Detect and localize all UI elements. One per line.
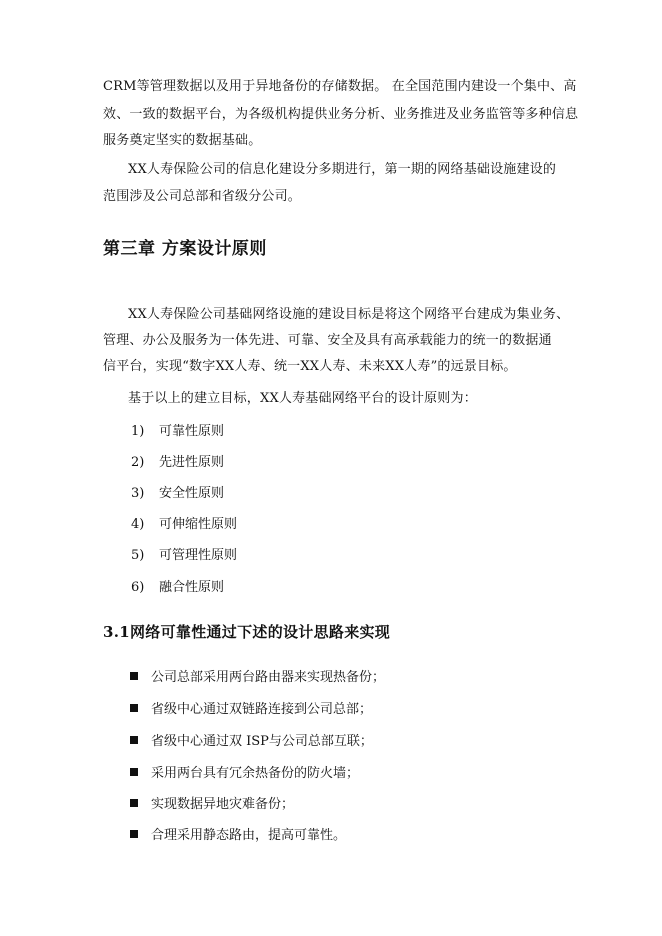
intro-line-1: CRM等管理数据以及用于异地备份的存储数据。 在全国范围内建设一个集中、高 bbox=[103, 79, 577, 94]
principle-label: 融合性原则 bbox=[159, 580, 225, 595]
intro-para2-line-1: XX人寿保险公司的信息化建设分多期进行，第一期的网络基础设施建设的 bbox=[128, 162, 557, 177]
bullet-text: 合理采用静态路由，提高可靠性。 bbox=[151, 828, 347, 843]
bullet-item bbox=[130, 797, 294, 813]
principle-item bbox=[131, 517, 237, 533]
principle-number: 5) bbox=[131, 548, 145, 563]
bullet-item bbox=[130, 766, 359, 782]
intro-line-3: 服务奠定坚实的数据基础。 bbox=[103, 133, 262, 148]
intro-line-2: 效、一致的数据平台，为各级机构提供业务分析、业务推进及业务监管等多种信息 bbox=[103, 107, 579, 122]
square-bullet-icon bbox=[130, 704, 138, 712]
principle-item bbox=[131, 424, 224, 440]
square-bullet-icon bbox=[130, 830, 138, 838]
square-bullet-icon bbox=[130, 799, 138, 807]
chapter-para1-line-1: XX人寿保险公司基础网络设施的建设目标是将这个网络平台建成为集业务、 bbox=[128, 307, 570, 322]
principle-number: 3) bbox=[131, 486, 145, 501]
square-bullet-icon bbox=[130, 672, 138, 680]
bullet-text: 公司总部采用两台路由器来实现热备份； bbox=[151, 670, 386, 685]
principle-number: 6) bbox=[131, 580, 145, 595]
principle-label: 安全性原则 bbox=[159, 486, 225, 501]
bullet-text: 采用两台具有冗余热备份的防火墙； bbox=[151, 766, 360, 781]
bullet-item bbox=[130, 828, 346, 844]
principle-number: 2) bbox=[131, 455, 145, 470]
section-title: 3.1网络可靠性通过下述的设计思路来实现 bbox=[103, 623, 391, 641]
principle-item bbox=[131, 580, 224, 596]
square-bullet-icon bbox=[130, 768, 138, 776]
principle-label: 可伸缩性原则 bbox=[159, 517, 238, 532]
principle-number: 1) bbox=[131, 424, 145, 439]
chapter-para1-line-2: 管理、办公及服务为一体先进、可靠、安全及具有高承载能力的统一的数据通 bbox=[103, 333, 552, 348]
bullet-item bbox=[130, 670, 385, 686]
principle-label: 可靠性原则 bbox=[159, 424, 225, 439]
chapter-para2: 基于以上的建立目标，XX人寿基础网络平台的设计原则为： bbox=[128, 391, 477, 406]
principle-number: 4) bbox=[131, 517, 145, 532]
bullet-item bbox=[130, 734, 373, 750]
bullet-text: 实现数据异地灾难备份； bbox=[151, 797, 295, 812]
bullet-text: 省级中心通过双 ISP与公司总部互联； bbox=[151, 734, 373, 749]
principle-item bbox=[131, 486, 224, 502]
principle-item bbox=[131, 548, 237, 564]
bullet-text: 省级中心通过双链路连接到公司总部； bbox=[151, 702, 373, 717]
chapter-para1-line-3: 信平台，实现“数字XX人寿、统一XX人寿、未来XX人寿”的远景目标。 bbox=[103, 359, 517, 374]
square-bullet-icon bbox=[130, 736, 138, 744]
principle-label: 先进性原则 bbox=[159, 455, 225, 470]
principle-item bbox=[131, 455, 224, 471]
principle-label: 可管理性原则 bbox=[159, 548, 238, 563]
bullet-item bbox=[130, 702, 372, 718]
intro-para2-line-2: 范围涉及公司总部和省级分公司。 bbox=[103, 189, 302, 204]
chapter-title: 第三章 方案设计原则 bbox=[103, 239, 267, 259]
